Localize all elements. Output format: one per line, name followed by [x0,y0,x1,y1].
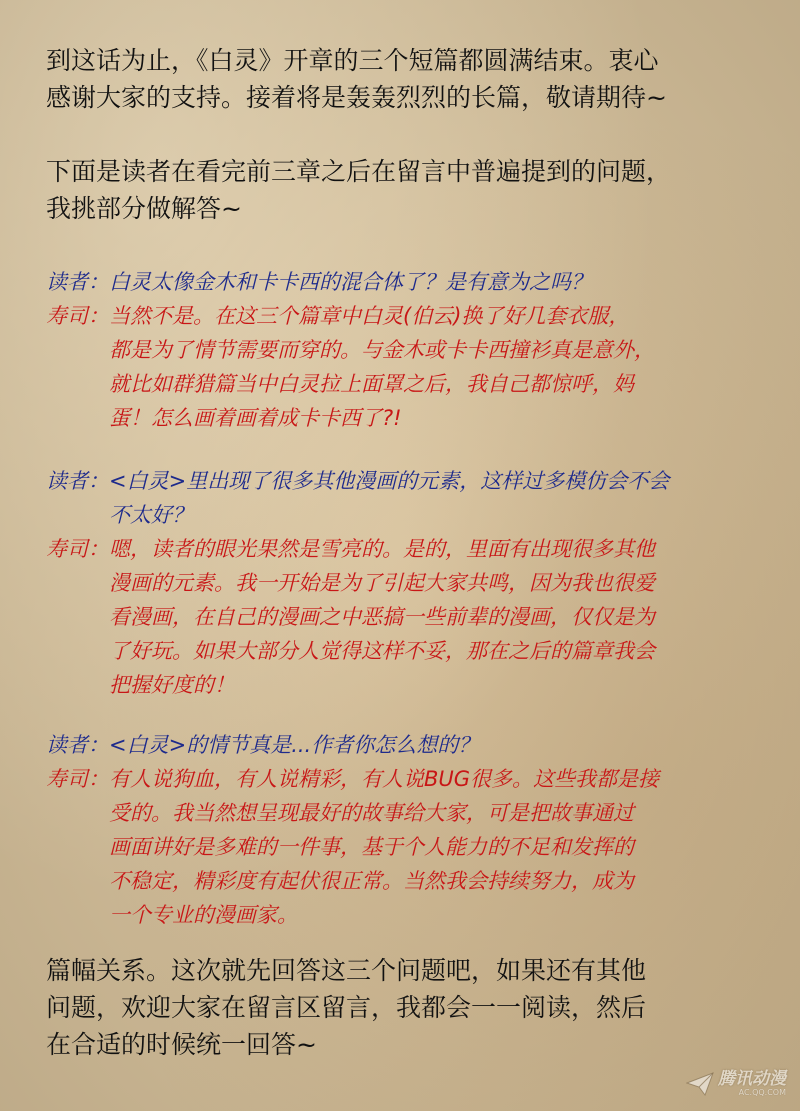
outro-line: 问题，欢迎大家在留言区留言，我都会一一阅读，然后 [46,993,647,1022]
answer-line: 蛋！怎么画着画着成卡卡西了?! [109,406,402,430]
reader-label: 读者： [46,469,109,493]
answer-line: 画面讲好是多难的一件事，基于个人能力的不足和发挥的 [109,835,634,859]
answer-line: 嗯，读者的眼光果然是雪亮的。是的，里面有出现很多其他 [109,537,655,561]
qa-block-2 [46,464,786,702]
question-intro-line: 下面是读者在看完前三章之后在留言中普遍提到的问题， [46,157,672,186]
question-intro-line: 我挑部分做解答~ [46,194,242,223]
watermark-url: AC.QQ.COM [738,1088,786,1097]
answer-line: 漫画的元素。我一开始是为了引起大家共鸣，因为我也很爱 [109,571,655,595]
answer-line: 就比如群猎篇当中白灵拉上面罩之后，我自己都惊呼，妈 [109,372,634,396]
author-answer [46,762,786,932]
author-answer [46,532,786,702]
reader-label: 读者： [46,733,109,757]
question-line: <白灵>里出现了很多其他漫画的元素，这样过多模仿会不会 [109,469,670,493]
outro-line: 在合适的时候统一回答~ [46,1030,317,1059]
author-label: 寿司： [46,537,109,561]
reader-label: 读者： [46,270,109,294]
answer-line: 受的。我当然想呈现最好的故事给大家，可是把故事通过 [109,801,634,825]
question-line: 不太好？ [109,503,193,527]
intro-line: 感谢大家的支持。接着将是轰轰烈烈的长篇，敬请期待~ [46,83,667,112]
watermark-text: 腾讯动漫 [718,1069,786,1089]
outro-paragraph [46,952,786,1063]
intro-paragraph [46,42,786,116]
qa-block-1 [46,265,786,435]
author-answer [46,299,786,435]
answer-line: 一个专业的漫画家。 [109,903,298,927]
intro-line: 到这话为止，《白灵》开章的三个短篇都圆满结束。衷心 [46,46,659,75]
tencent-comic-watermark [686,1070,786,1097]
answer-line: 看漫画，在自己的漫画之中恶搞一些前辈的漫画，仅仅是为 [109,605,655,629]
paper-plane-icon [686,1072,714,1096]
answer-line: 不稳定，精彩度有起伏很正常。当然我会持续努力，成为 [109,869,634,893]
answer-line: 都是为了情节需要而穿的。与金木或卡卡西撞衫真是意外， [109,338,655,362]
answer-line: 有人说狗血，有人说精彩，有人说BUG很多。这些我都是接 [109,767,660,791]
answer-line: 把握好度的！ [109,673,235,697]
question-intro-paragraph [46,153,786,227]
outro-line: 篇幅关系。这次就先回答这三个问题吧，如果还有其他 [46,956,647,985]
question-line: <白灵>的情节真是...作者你怎么想的？ [109,733,480,757]
question-line: 白灵太像金木和卡卡西的混合体了？是有意为之吗？ [109,270,592,294]
author-label: 寿司： [46,304,109,328]
author-label: 寿司： [46,767,109,791]
qa-block-3 [46,728,786,932]
reader-question [46,464,786,532]
answer-line: 当然不是。在这三个篇章中白灵(伯云)换了好几套衣服， [109,304,630,328]
reader-question [46,728,786,762]
answer-line: 了好玩。如果大部分人觉得这样不妥，那在之后的篇章我会 [109,639,655,663]
reader-question [46,265,786,299]
